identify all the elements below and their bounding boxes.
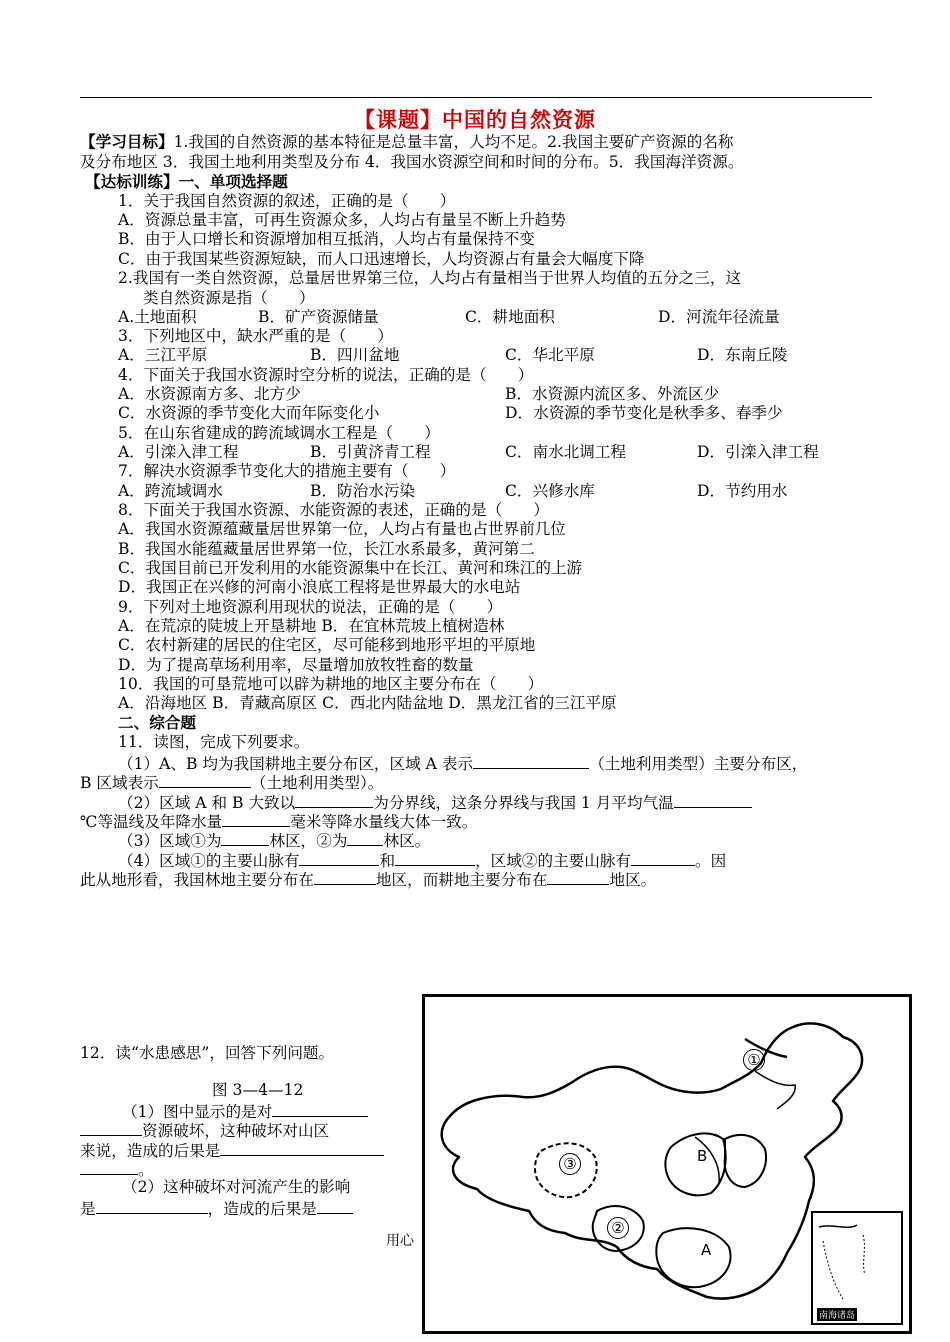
q2-option-b: B．矿产资源储量: [258, 308, 379, 326]
q11-blank-11[interactable]: [314, 869, 376, 885]
q11-p2d: 毫米等降水量线大体一致。: [290, 813, 478, 831]
q10-options: A．沿海地区 B．青藏高原区 C．西北内陆盆地 D．黑龙江省的三江平原: [118, 694, 617, 712]
q4-stem: 4．下面关于我国水资源时空分析的说法，正确的是（ ）: [118, 366, 534, 384]
q12-intro: 12．读“水患感思”，回答下列问题。: [80, 1044, 335, 1062]
q8-option-b: B．我国水能蕴藏量居世界第一位，长江水系最多，黄河第二: [118, 540, 535, 558]
q12-p1a: （1）图中显示的是对: [122, 1103, 273, 1121]
q7-stem: 7．解决水资源季节变化大的措施主要有（ ）: [118, 462, 456, 480]
q11-blank-3[interactable]: [295, 792, 373, 808]
region-a-label: A: [701, 1241, 712, 1259]
q11-part1-line1: [118, 753, 807, 774]
q11-p4c: ，区域②的主要山脉有: [475, 852, 632, 870]
q5-stem: 5．在山东省建成的跨流域调水工程是（ ）: [118, 424, 440, 442]
q11-blank-4[interactable]: [674, 792, 752, 808]
q11-part4-line2: [80, 869, 656, 890]
q11-p3c: 林区。: [383, 832, 431, 850]
q8-option-d: D．我国正在兴修的河南小浪底工程将是世界最大的水电站: [118, 578, 521, 596]
goals-label: 【学习目标】: [80, 133, 174, 151]
q11-p4d: 。因: [695, 852, 727, 870]
q5-option-d: D．引滦入津工程: [697, 443, 819, 461]
q12-p1c: 来说，造成的后果是: [80, 1142, 221, 1160]
q3-option-c: C．华北平原: [505, 346, 595, 364]
q12-blank-4[interactable]: [317, 1198, 353, 1214]
q12-part2-line1: （2）这种破坏对河流产生的影响: [122, 1178, 351, 1196]
q2-stem-1: 2.我国有一类自然资源，总量居世界第三位，人均占有量相当于世界人均值的五分之三，这: [118, 269, 742, 287]
q3-option-a: A．三江平原: [118, 346, 208, 364]
q3-option-d: D．东南丘陵: [697, 346, 788, 364]
q7-option-a: A．跨流域调水: [118, 482, 223, 500]
q12-blank-2[interactable]: [220, 1140, 384, 1156]
q1-option-c: C．由于我国某些资源短缺，而人口迅速增长，人均资源占有量会大幅度下降: [118, 250, 645, 268]
q11-p1b: （土地利用类型）主要分布区，: [589, 755, 808, 773]
q9-stem: 9．下列对土地资源利用现状的说法，正确的是（ ）: [118, 598, 503, 616]
q5-option-a: A．引滦入津工程: [118, 443, 239, 461]
q4-option-d: D．水资源的季节变化是秋季多、春季少: [505, 404, 783, 422]
q11-blank-8[interactable]: [299, 850, 379, 866]
q11-blank-12[interactable]: [547, 869, 609, 885]
q8-option-c: C．我国目前已开发利用的水能资源集中在长江、黄河和珠江的上游: [118, 559, 583, 577]
footer-text: 用心: [386, 1233, 414, 1249]
q12-part2-line2: [80, 1198, 353, 1219]
q11-blank-7[interactable]: [347, 830, 383, 846]
q4-option-b: B．水资源内流区多、外流区少: [505, 385, 720, 403]
q11-blank-10[interactable]: [631, 850, 695, 866]
q11-p4a: （4）区域①的主要山脉有: [118, 852, 300, 870]
region-b-label: B: [697, 1147, 708, 1165]
training-label: 【达标训练】: [85, 173, 179, 191]
inset-label: 南海诸岛: [817, 1308, 857, 1321]
south-china-sea-inset: [811, 1211, 903, 1325]
q11-p3a: （3）区域①为: [118, 832, 222, 850]
q11-p4g: 地区。: [609, 871, 657, 889]
inset-outline: [813, 1213, 897, 1319]
q1-option-b: B．由于人口增长和资源增加相互抵消，人均占有量保持不变: [118, 230, 535, 248]
q11-p2a: （2）区域 A 和 B 大致以: [118, 794, 296, 812]
q7-option-b: B．防治水污染: [310, 482, 416, 500]
q5-option-b: B．引黄济青工程: [310, 443, 431, 461]
q11-part2-line1: [118, 792, 752, 813]
q2-option-a: A.土地面积: [118, 308, 197, 326]
q3-stem: 3．下列地区中，缺水严重的是（ ）: [118, 327, 394, 345]
q11-part4-line1: [118, 850, 726, 871]
q12-p1b: 资源破坏，这种破坏对山区: [142, 1122, 330, 1140]
q11-part2-line2: [80, 811, 477, 832]
q5-option-c: C．南水北调工程: [505, 443, 627, 461]
q12-blank-2b[interactable]: [80, 1159, 138, 1175]
q11-blank-1[interactable]: [473, 753, 589, 769]
q9-option-d: D．为了提高草场利用率，尽量增加放牧牲畜的数量: [118, 656, 474, 674]
q1-option-a: A．资源总量丰富，可再生资源众多，人均占有量呈不断上升趋势: [118, 211, 566, 229]
q11-p4b: 和: [379, 852, 396, 870]
top-rule: [80, 97, 872, 98]
goals-line-1: [80, 133, 734, 152]
q3-option-b: B．四川盆地: [310, 346, 400, 364]
q11-p4e: 此从地形看，我国林地主要分布在: [80, 871, 314, 889]
q10-stem: 10．我国的可垦荒地可以辟为耕地的地区主要分布在（ ）: [118, 675, 544, 693]
q12-part1-line4: [80, 1159, 154, 1180]
q12-p2c: ，造成的后果是: [207, 1200, 317, 1218]
goals-text-1: 1.我国的自然资源的基本特征是总量丰富，人均不足。2.我国主要矿产资源的名称: [173, 133, 734, 151]
q11-blank-6[interactable]: [221, 830, 269, 846]
q7-option-d: D．节约用水: [697, 482, 788, 500]
q11-blank-5[interactable]: [222, 811, 290, 827]
q12-part1-line2: [80, 1120, 329, 1141]
figure-caption: 图 3—4—12: [212, 1081, 304, 1099]
q12-p1d: 。: [138, 1161, 154, 1179]
q2-stem-2: 类自然资源是指（ ）: [143, 289, 315, 307]
q8-stem: 8．下面关于我国水资源、水能资源的表述，正确的是（ ）: [118, 501, 549, 519]
q12-blank-3[interactable]: [96, 1198, 208, 1214]
q12-blank-1[interactable]: [272, 1101, 368, 1117]
page-title: 【课题】中国的自然资源: [354, 108, 596, 132]
q12-blank-1b[interactable]: [80, 1120, 142, 1136]
q2-option-c: C．耕地面积: [465, 308, 555, 326]
region-3-label: ③: [559, 1153, 581, 1175]
q12-p2b: 是: [80, 1200, 96, 1218]
q11-part3: [118, 830, 430, 851]
q4-option-a: A．水资源南方多、北方少: [118, 385, 301, 403]
region-1-label: ①: [743, 1049, 765, 1071]
q11-p3b: 林区，②为: [269, 832, 348, 850]
q11-blank-9[interactable]: [395, 850, 475, 866]
q7-option-c: C．兴修水库: [505, 482, 595, 500]
training-heading: [85, 173, 288, 192]
q11-part1-line2: [80, 772, 383, 793]
q12-part1-line1: [122, 1101, 368, 1122]
section-2-title: 二、综合题: [118, 714, 196, 732]
q11-p2c: ℃等温线及年降水量: [80, 813, 223, 831]
region-2-label: ②: [607, 1217, 629, 1239]
q11-p1d: （土地利用类型）。: [250, 774, 384, 792]
q11-p4f: 地区，而耕地主要分布在: [375, 871, 548, 889]
q9-option-c: C．农村新建的居民的住宅区，尽可能移到地形平坦的平原地: [118, 636, 536, 654]
q4-option-c: C．水资源的季节变化大而年际变化小: [118, 404, 380, 422]
q9-option-ab: A．在荒凉的陡坡上开垦耕地 B．在宜林荒坡上植树造林: [118, 617, 505, 635]
q1-stem: 1．关于我国自然资源的叙述，正确的是（ ）: [118, 192, 456, 210]
q11-intro: 11．读图，完成下列要求。: [118, 733, 310, 751]
q12-part1-line3: [80, 1140, 384, 1161]
q2-option-d: D．河流年径流量: [658, 308, 780, 326]
q11-p1c: B 区域表示: [80, 774, 159, 792]
goals-line-2: 及分布地区 3．我国土地利用类型及分布 4．我国水资源空间和时间的分布。5．我国海洋资源。: [80, 153, 744, 171]
q11-p1a: （1）A、B 均为我国耕地主要分布区，区域 A 表示: [118, 755, 474, 773]
q8-option-a: A．我国水资源蕴藏量居世界第一位，人均占有量也占世界前几位: [118, 520, 566, 538]
section-1-title: 一、单项选择题: [178, 173, 288, 191]
china-map: [422, 994, 912, 1334]
q11-p2b: 为分界线，这条分界线与我国 1 月平均气温: [373, 794, 674, 812]
q11-blank-2[interactable]: [159, 772, 251, 788]
